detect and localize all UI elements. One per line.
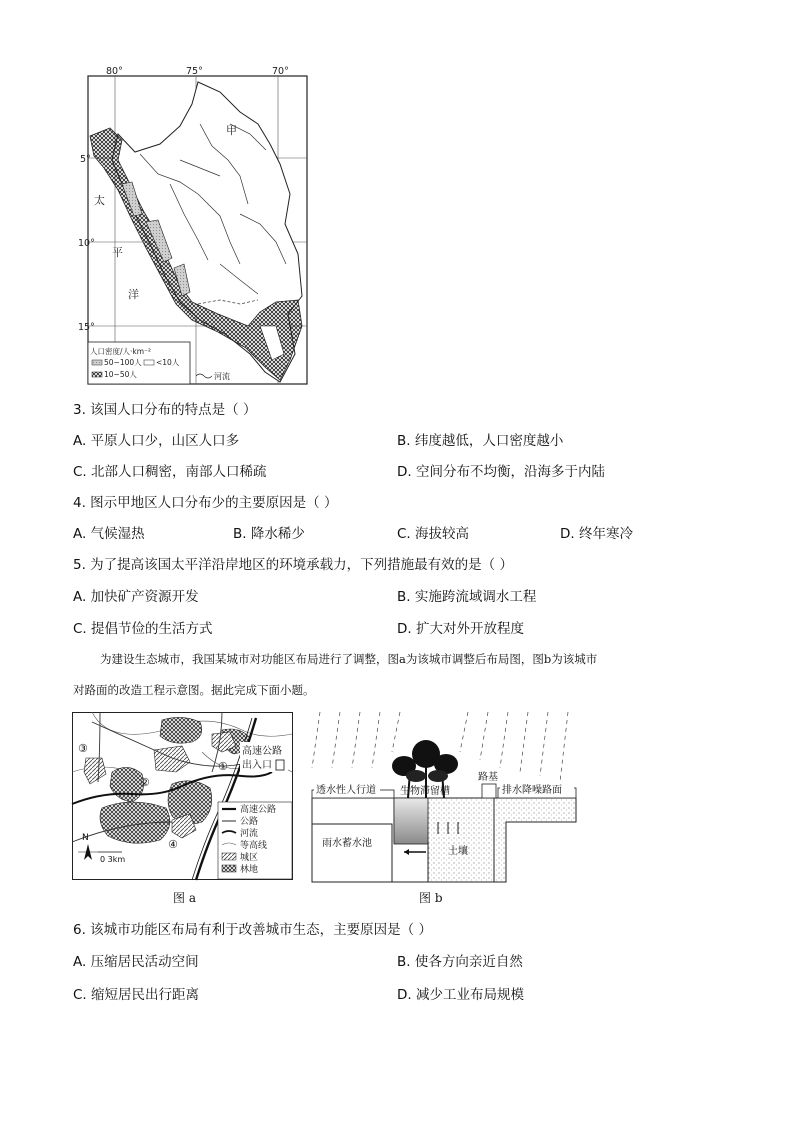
- q3-option-d[interactable]: D. 空间分布不均衡，沿海多于内陆: [397, 464, 605, 480]
- lon-label-75: 75°: [186, 66, 203, 77]
- question-4-stem: 4. 图示甲地区人口分布少的主要原因是（ ）: [73, 495, 338, 511]
- area-label-3: ③: [78, 742, 88, 755]
- intro-line-2: 对路面的改造工程示意图。据此完成下面小题。: [73, 683, 315, 697]
- ocean-label-tai: 太: [94, 194, 105, 207]
- legend-urban: 城区: [240, 853, 259, 863]
- area-label-4: ④: [168, 838, 178, 851]
- q5-option-c[interactable]: C. 提倡节俭的生活方式: [73, 621, 213, 637]
- lon-label-70: 70°: [272, 66, 289, 77]
- q4-option-a[interactable]: A. 气候湿热: [73, 526, 145, 542]
- lat-label-15: 15°: [78, 322, 95, 333]
- legend-contour: 等高线: [240, 841, 268, 851]
- figure-a-city-layout: [72, 712, 294, 882]
- q6-option-b[interactable]: B. 使各方向亲近自然: [397, 954, 523, 970]
- legend-item-river: 河流: [214, 372, 230, 381]
- q3-option-c[interactable]: C. 北部人口稠密，南部人口稀疏: [73, 464, 267, 480]
- q3-option-b[interactable]: B. 纬度越低，人口密度越小: [397, 433, 564, 449]
- q6-option-a[interactable]: A. 压缩居民活动空间: [73, 954, 199, 970]
- figure-b-caption: 图 b: [419, 891, 443, 905]
- label-drainage-road: 排水降噪路面: [502, 785, 562, 796]
- legend-forest: 林地: [240, 865, 259, 875]
- map-legend: [88, 342, 230, 384]
- expressway-exit-label-2: 出入口: [242, 760, 272, 771]
- ocean-label-ping: 平: [112, 246, 123, 259]
- label-soil: 土壤: [448, 846, 468, 857]
- question-3-stem: 3. 该国人口分布的特点是（ ）: [73, 402, 257, 418]
- legend-item-50-100: 50~100人: [104, 358, 142, 367]
- place-jia-label: 甲: [226, 124, 237, 137]
- q5-option-b[interactable]: B. 实施跨流域调水工程: [397, 589, 537, 605]
- forest-north: [160, 717, 202, 743]
- label-bioretention: 生物滞留槽: [400, 786, 450, 797]
- q4-option-b[interactable]: B. 降水稀少: [233, 526, 305, 542]
- q5-option-d[interactable]: D. 扩大对外开放程度: [397, 621, 524, 637]
- q5-option-a[interactable]: A. 加快矿产资源开发: [73, 589, 199, 605]
- population-density-map: [80, 64, 312, 388]
- q3-option-a[interactable]: A. 平原人口少，山区人口多: [73, 433, 240, 449]
- q6-option-d[interactable]: D. 减少工业布局规模: [397, 987, 524, 1003]
- question-5-stem: 5. 为了提高该国太平洋沿岸地区的环境承载力，下列措施最有效的是（ ）: [73, 557, 513, 573]
- scale-bar-label: 0 3km: [100, 855, 126, 864]
- figure-a-legend: [218, 802, 292, 879]
- legend-item-lt10: <10人: [156, 358, 180, 367]
- legend-expressway: 高速公路: [240, 805, 277, 815]
- label-roadbed: 路基: [478, 772, 498, 783]
- area-label-1: ①: [218, 760, 228, 773]
- intro-line-1: 为建设生态城市，我国某城市对功能区布局进行了调整，图a为该城市调整后布局图，图b为该城市: [100, 652, 598, 666]
- figure-a-caption: 图 a: [173, 891, 196, 905]
- figure-b-road-cross-section: [308, 712, 576, 884]
- legend-title: 人口密度/人·km⁻²: [90, 347, 152, 356]
- q6-option-c[interactable]: C. 缩短居民出行距离: [73, 987, 200, 1003]
- lat-label-5: 5°: [80, 154, 91, 165]
- road-base: [494, 798, 576, 882]
- legend-item-10-50: 10~50人: [104, 370, 137, 379]
- expressway-exit-label-1: 高速公路: [242, 746, 282, 757]
- north-arrow-label: N: [82, 833, 89, 843]
- label-rain-tank: 雨水蓄水池: [322, 838, 372, 849]
- area-label-2: ②: [140, 776, 150, 789]
- question-6-stem: 6. 该城市功能区布局有利于改善城市生态，主要原因是（ ）: [73, 922, 432, 938]
- rain-tank: [312, 824, 392, 882]
- q4-option-c[interactable]: C. 海拔较高: [397, 526, 470, 542]
- q4-option-d[interactable]: D. 终年寒冷: [560, 526, 633, 542]
- ocean-label-yang: 洋: [128, 288, 139, 301]
- lon-label-80: 80°: [106, 66, 123, 77]
- lat-label-10: 10°: [78, 238, 95, 249]
- legend-river: 河流: [240, 829, 259, 839]
- label-permeable-sidewalk: 透水性人行道: [316, 785, 376, 796]
- legend-road: 公路: [240, 817, 259, 827]
